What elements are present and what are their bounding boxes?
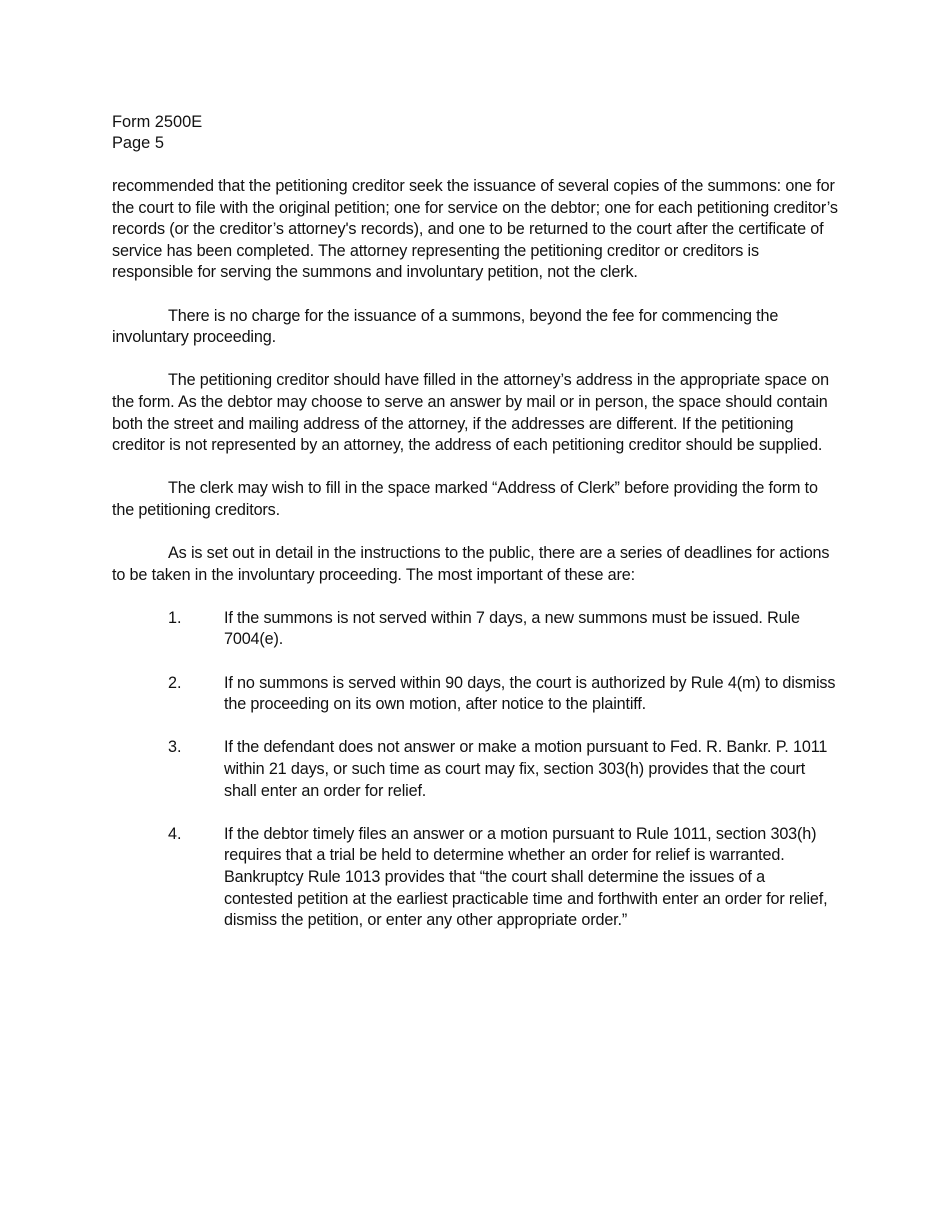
body-paragraph: As is set out in detail in the instructions to the public, there are a series of deadlines for actions to be taken in the involuntary proceeding. The most important of these are: [112,544,830,584]
list-item-number: 1. [168,608,182,627]
list-item-text: If the defendant does not answer or make a motion pursuant to Fed. R. Bankr. P. 1011 within 21 days, or such time as court may fix, section 303(h) provides that the court shall enter an order for relief. [224,738,828,800]
list-item-number: 2. [168,673,182,692]
list-item [112,608,838,651]
list-item-text: If the summons is not served within 7 days, a new summons must be issued. Rule 7004(e). [224,608,800,649]
page-header [112,112,838,153]
list-item-number: 3. [168,738,182,757]
body-paragraph: The petitioning creditor should have filled in the attorney’s address in the appropriate space on the form. As the debtor may choose to serve an answer by mail or in person, the space should contain both the street and mailing address of the attorney, if the addresses are different. If the petitioning creditor is not represented by an attorney, the address of each petitioning creditor should be supplied. [112,371,829,455]
list-item [112,673,838,716]
deadline-list [112,608,838,932]
form-number: Form 2500E [112,113,203,131]
list-item [112,737,838,802]
body-paragraph: The clerk may wish to fill in the space marked “Address of Clerk” before providing the form to the petitioning creditors. [112,479,818,519]
list-item-text: If no summons is served within 90 days, the court is authorized by Rule 4(m) to dismiss the proceeding on its own motion, after notice to the plaintiff. [224,673,836,714]
list-item [112,824,838,932]
body-paragraph: There is no charge for the issuance of a summons, beyond the fee for commencing the involuntary proceeding. [112,306,779,347]
list-item-number: 4. [168,824,182,843]
page-number: Page 5 [112,133,164,152]
document-page [112,112,838,948]
list-item-text: If the debtor timely files an answer or a motion pursuant to Rule 1011, section 303(h) requires that a trial be held to determine whether an order for relief is warranted. Bankruptcy Rule 1013 provides that “the court shall determine the issues of a contested petition at the earliest practicable time and forthwith enter an order for relief, dismiss the petition, or enter any other appropriate order.” [224,824,828,930]
body-paragraph: recommended that the petitioning creditor seek the issuance of several copies of the summons: one for the court to file with the original petition; one for service on the debtor; one for each petitioning creditor’s records (or the creditor’s attorney's records), and one to be returned to the court after the certificate of service has been completed. The attorney representing the petitioning creditor or creditors is responsible for serving the summons and involuntary petition, not the clerk. [112,177,838,282]
document-body [112,176,838,932]
